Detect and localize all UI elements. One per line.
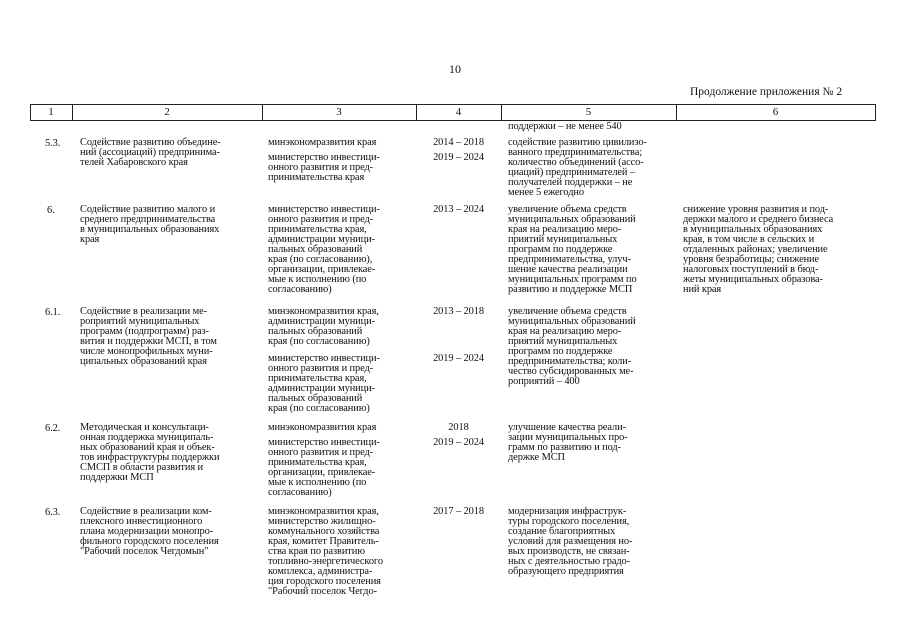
header-col-4: 4	[455, 106, 462, 118]
executor: минэкономразвития края, администрации муници- пальных образований края (по согласованию)	[268, 306, 379, 347]
page-number: 10	[449, 62, 461, 76]
period: 2018	[448, 422, 469, 433]
expected-result: содействие развитию цивилизо- ванного предпринимательства; количество объединений (ассо- циаций) предпринимателей – получателей поддержки – не менее 5 ежегодно	[508, 137, 647, 198]
executor: министерство инвестици- онного развития и пред- принимательства края	[268, 152, 380, 183]
carry-over-text: поддержки – не менее 540	[508, 121, 622, 132]
period: 2017 – 2018	[433, 506, 484, 517]
period: 2013 – 2024	[433, 204, 484, 215]
activity-name: Содействие развитию малого и среднего предпринимательства в муниципальных образованиях края	[80, 204, 220, 245]
activity-name: Содействие в реализации ме- роприятий муниципальных программ (подпрограмм) раз- вития и поддержки МСП, в том числе монопрофильных муни- ципальных образований края	[80, 306, 217, 367]
header-col-5: 5	[585, 106, 592, 118]
header-col-6: 6	[772, 106, 779, 118]
activity-name: Содействие развитию объедине- ний (ассоциаций) предпринима- телей Хабаровского края	[80, 137, 221, 168]
expected-result: модернизация инфраструк- туры городского поселения, создание благоприятных условий для размещения но- вых производств, не связан- ных с деятельностью градо- образующего предприятия	[508, 506, 633, 577]
executor: минэкономразвития края	[268, 137, 377, 148]
activity-name: Содействие в реализации ком- плексного инвестиционного плана модернизации монопро- фильного городского поселения "Рабочий поселок Чегдомын"	[80, 506, 219, 557]
expected-result: улучшение качества реали- зации муниципальных про- грамм по развитию и под- держке МСП	[508, 422, 628, 463]
executor: министерство инвестици- онного развития и пред- принимательства края, администрации муници- пальных образований края (по согласованию), организации, привлекае- мые к исполнению (по согласованию)	[268, 204, 380, 295]
expected-result: увеличение объема средств муниципальных образований края на реализацию меро- приятий муниципальных программ по поддержке предпринимательства, улуч- шение качества реализации муниципальных программ по развитию и поддержке МСП	[508, 204, 637, 295]
row-number: 6.	[47, 205, 55, 216]
period: 2019 – 2024	[433, 437, 484, 448]
risk-consequence: снижение уровня развития и под- держки малого и среднего бизнеса в муниципальных образованиях края, в том числе в сельских и отдаленных районах; увеличение уровня безработицы; снижение налоговых поступлений в бюд- жеты муниципальных образова- ний края	[683, 204, 834, 295]
period: 2013 – 2018	[433, 306, 484, 317]
activity-name: Методическая и консультаци- онная поддержка муниципаль- ных образований края и объек- тов инфраструктуры поддержки СМСП в области развития и поддержки МСП	[80, 422, 220, 483]
row-number: 5.3.	[45, 138, 61, 149]
period: 2014 – 2018	[433, 137, 484, 148]
header-col-2: 2	[164, 106, 170, 118]
header-col-3: 3	[336, 106, 342, 118]
header-col-1: 1	[48, 106, 54, 118]
period: 2019 – 2024	[433, 353, 484, 364]
executor: министерство инвестици- онного развития и пред- принимательства края, администрации муници- пальных образований края (по согласованию)	[268, 353, 380, 414]
row-number: 6.1.	[45, 307, 61, 318]
row-number: 6.3.	[45, 507, 61, 518]
expected-result: увеличение объема средств муниципальных образований края на реализацию меро- приятий муниципальных программ по поддержке предпринимательства; коли- чество субсидированных ме- роприятий – 400	[508, 306, 636, 387]
executor: министерство инвестици- онного развития и пред- принимательства края, организации, привлекае- мые к исполнению (по согласованию)	[268, 437, 380, 498]
column-divider	[875, 104, 876, 120]
row-number: 6.2.	[45, 423, 61, 434]
executor: минэкономразвития края, министерство жилищно- коммунального хозяйства края, комитет Правитель- ства края по развитию топливно-энергетического комплекса, администра- ция городского поселения "Рабочий поселок Чегдо-	[268, 506, 383, 597]
continuation-caption: Продолжение приложения № 2	[690, 86, 843, 98]
period: 2019 – 2024	[433, 152, 484, 163]
executor: минэкономразвития края	[268, 422, 377, 433]
